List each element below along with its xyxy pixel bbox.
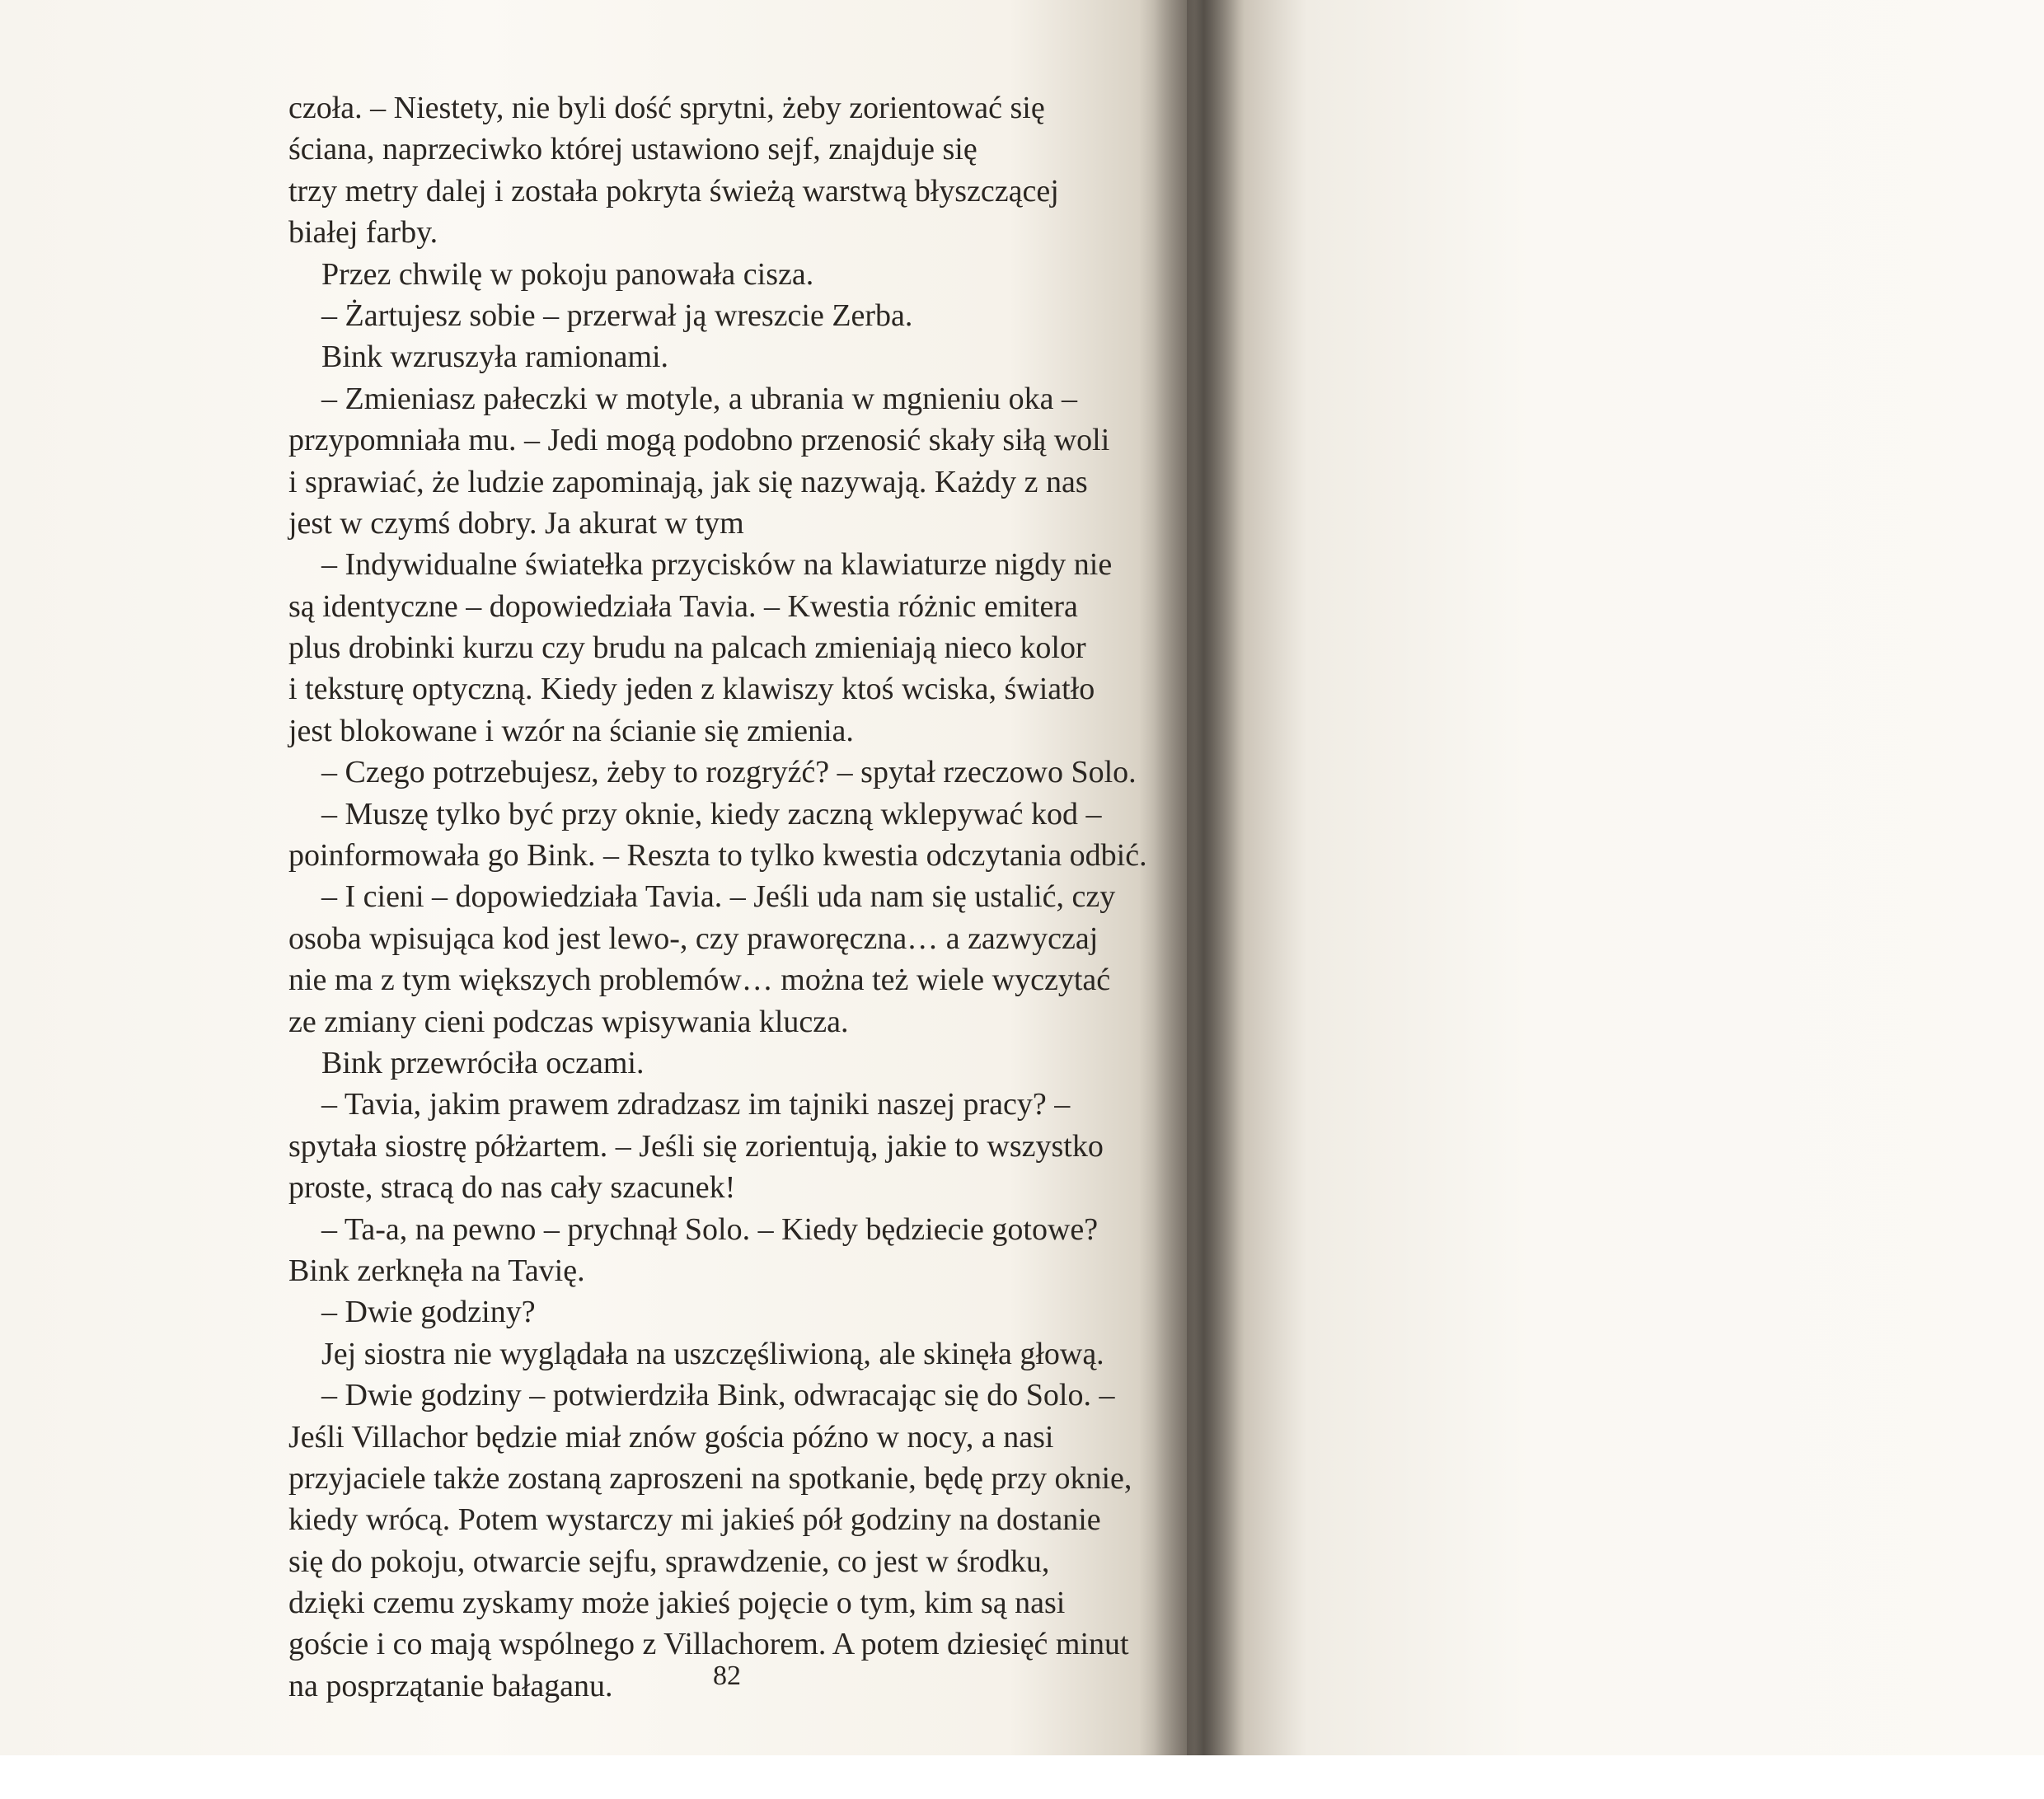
text-line: Bink wzruszyła ramionami. (321, 340, 669, 375)
book-gutter-shadow (1154, 0, 1245, 1755)
text-line: spytała siostrę półżartem. – Jeśli się zorientują, jakie to wszystko (288, 1128, 1104, 1164)
text-line: – Zmieniasz pałeczki w motyle, a ubrania w mgnieniu oka – (321, 381, 1077, 416)
text-line: i teksturę optyczną. Kiedy jeden z klawiszy ktoś wciska, światło (288, 672, 1095, 707)
text-line: – Żartujesz sobie – przerwał ją wreszcie Zerba. (321, 297, 913, 333)
text-line: przyjaciele także zostaną zaproszeni na spotkanie, będę przy oknie, (288, 1460, 1132, 1496)
text-line: jest blokowane i wzór na ścianie się zmienia. (288, 713, 854, 748)
text-line: trzy metry dalej i została pokryta świeżą warstwą błyszczącej (288, 173, 1059, 208)
text-line: kiedy wrócą. Potem wystarczy mi jakieś pół godziny na dostanie (288, 1502, 1101, 1538)
text-line: Jeśli Villachor będzie miał znów gościa późno w nocy, a nasi (288, 1419, 1054, 1455)
page-number-left: 82 (713, 1661, 741, 1691)
text-line: Bink zerknęła na Tavię. (288, 1253, 585, 1288)
text-line: plus drobinki kurzu czy brudu na palcach zmieniają nieco kolor (288, 630, 1086, 666)
text-line: – Indywidualne światełka przycisków na klawiaturze nigdy nie (321, 547, 1113, 583)
text-line: się do pokoju, otwarcie sejfu, sprawdzenie, co jest w środku, (288, 1544, 1050, 1579)
text-line: białej farby. (288, 215, 438, 251)
text-line: ściana, naprzeciwko której ustawiono sejf, znajduje się (288, 132, 977, 167)
text-line: – Czego potrzebujesz, żeby to rozgryźć? – spytał rzeczowo Solo. (321, 755, 1137, 790)
text-line: proste, stracą do nas cały szacunek! (288, 1170, 736, 1206)
text-line: nie ma z tym większych problemów… można też wiele wyczytać (288, 963, 1111, 998)
text-line: jest w czymś dobry. Ja akurat w tym (288, 505, 744, 541)
text-line: – Muszę tylko być przy oknie, kiedy zaczną wklepywać kod – (321, 796, 1102, 832)
text-line: poinformowała go Bink. – Reszta to tylko kwestia odczytania odbić. (288, 838, 1147, 874)
text-line: – Ta-a, na pewno – prychnął Solo. – Kiedy będziecie gotowe? (321, 1211, 1099, 1247)
text-line: Jej siostra nie wyglądała na uszczęśliwioną, ale skinęła głową. (321, 1336, 1104, 1371)
left-page-text (288, 87, 1147, 1707)
text-line: są identyczne – dopowiedziała Tavia. – Kwestia różnic emitera (288, 588, 1078, 624)
text-line: – Dwie godziny – potwierdziła Bink, odwracając się do Solo. – (321, 1378, 1115, 1413)
text-line: goście i co mają wspólnego z Villachorem. A potem dziesięć minut (288, 1627, 1129, 1662)
text-line: na posprzątanie bałaganu. (288, 1668, 613, 1703)
right-page (1187, 0, 2044, 1755)
text-line: osoba wpisująca kod jest lewo-, czy praworęczna… a zazwyczaj (288, 921, 1099, 956)
text-line: – Dwie godziny? (321, 1295, 536, 1330)
text-line: Przez chwilę w pokoju panowała cisza. (321, 256, 814, 292)
text-line: przypomniała mu. – Jedi mogą podobno przenosić skały siłą woli (288, 423, 1110, 458)
text-line: i sprawiać, że ludzie zapominają, jak się nazywają. Każdy z nas (288, 464, 1088, 499)
text-line: – I cieni – dopowiedziała Tavia. – Jeśli uda nam się ustalić, czy (321, 879, 1116, 915)
text-line: Bink przewróciła oczami. (321, 1045, 645, 1080)
text-line: dzięki czemu zyskamy może jakieś pojęcie o tym, kim są nasi (288, 1586, 1066, 1621)
scan-margin (0, 1755, 2044, 1799)
text-line: ze zmiany cieni podczas wpisywania klucza. (288, 1004, 849, 1039)
text-line: czoła. – Niestety, nie byli dość sprytni, żeby zorientować się (288, 91, 1045, 125)
text-line: – Tavia, jakim prawem zdradzasz im tajniki naszej pracy? – (321, 1087, 1071, 1122)
